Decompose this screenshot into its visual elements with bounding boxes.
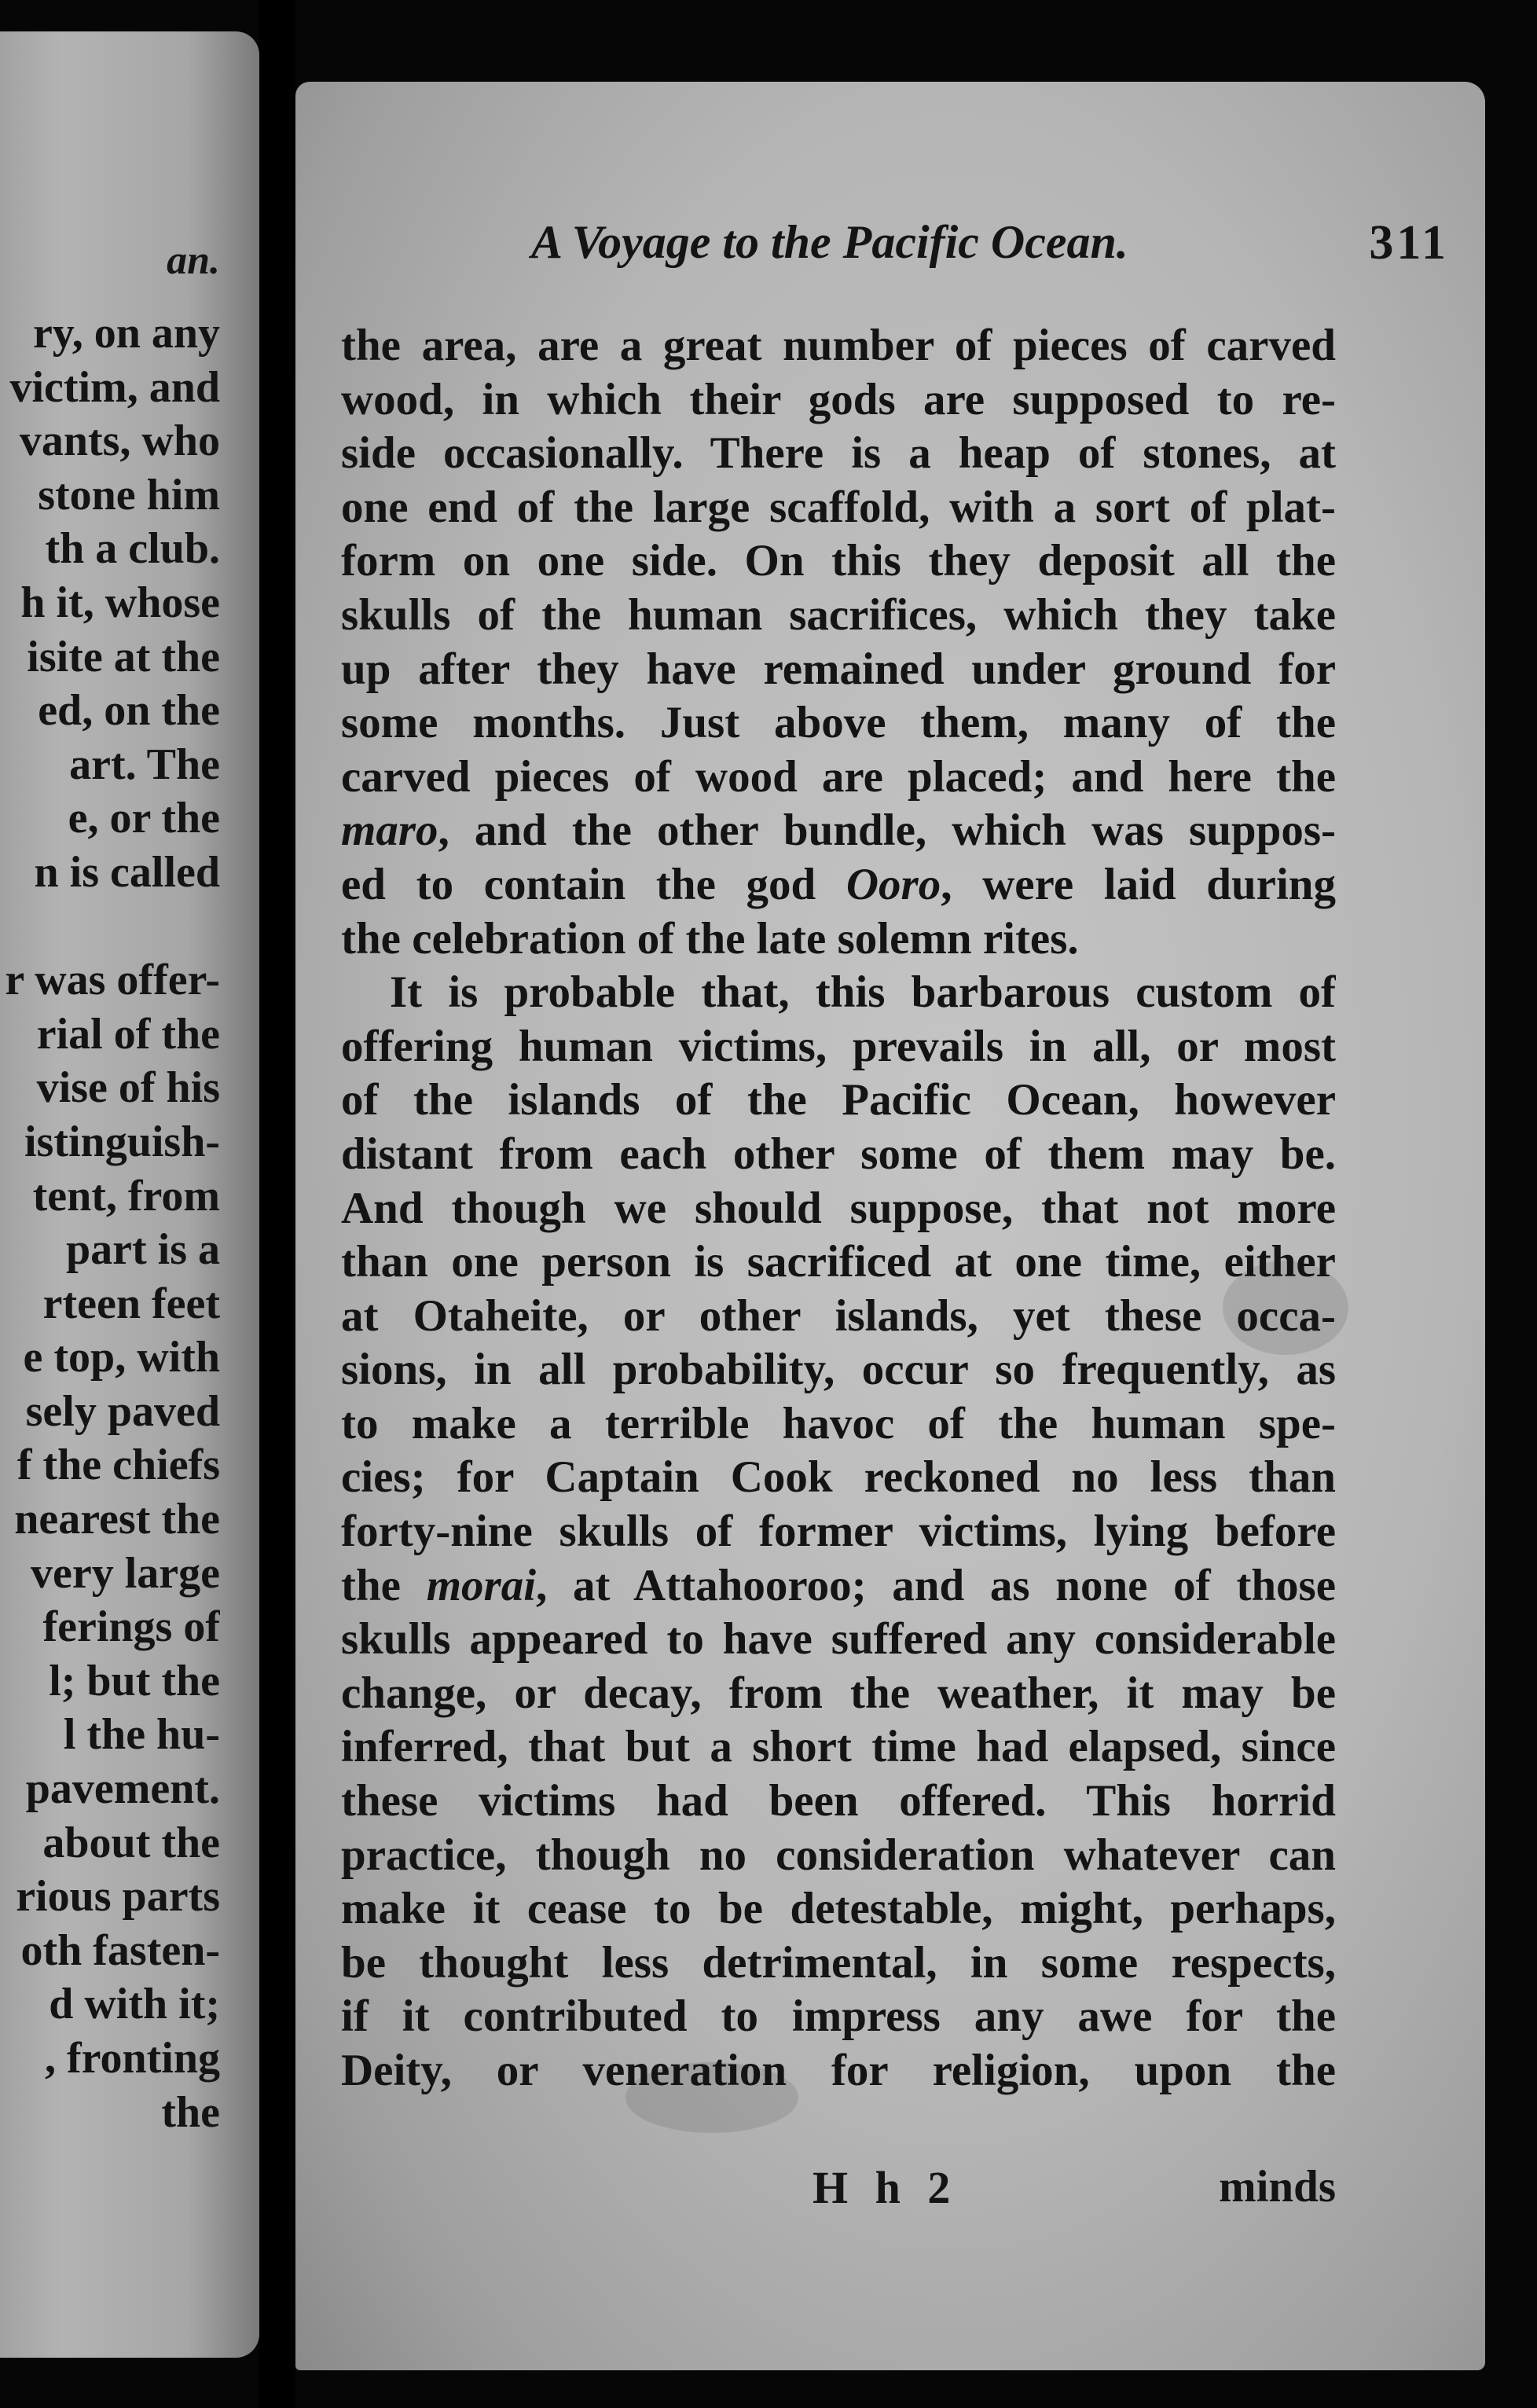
left-running-head-fragment: an. xyxy=(167,238,220,283)
left-text-line: vants, who xyxy=(19,417,220,466)
left-text-line: very large xyxy=(31,1548,220,1598)
text-line: these victims had been offered. This horrid xyxy=(341,1776,1336,1826)
text-line: sions, in all probability, occur so frequently, as xyxy=(341,1345,1336,1395)
text-line: change, or decay, from the weather, it may be xyxy=(341,1668,1336,1718)
text-line: It is probable that, this barbarous custom of xyxy=(390,967,1336,1018)
left-text-line: about the xyxy=(42,1818,220,1867)
left-text-line: th a club. xyxy=(45,524,220,574)
text-line: carved pieces of wood are placed; and here the xyxy=(341,751,1336,802)
text-line: inferred, that but a short time had elapsed, since xyxy=(341,1722,1336,1772)
left-text-line: l; but the xyxy=(49,1656,220,1705)
left-text-line: art. The xyxy=(69,740,220,789)
left-text-line: n is called xyxy=(34,847,220,897)
left-text-line: nearest the xyxy=(14,1495,220,1544)
left-text-line: isite at the xyxy=(27,632,220,681)
text-line: practice, though no consideration whatever can xyxy=(341,1830,1336,1880)
left-text-line: part is a xyxy=(66,1225,220,1275)
left-text-line: d with it; xyxy=(49,1980,220,2029)
text-line: wood, in which their gods are supposed to re- xyxy=(341,374,1336,424)
text-line: side occasionally. There is a heap of stones, at xyxy=(341,428,1336,479)
text-line: cies; for Captain Cook reckoned no less than xyxy=(341,1452,1336,1503)
text-line: And though we should suppose, that not more xyxy=(341,1183,1336,1233)
right-page xyxy=(295,82,1485,2370)
text-line: make it cease to be detestable, might, perhaps, xyxy=(341,1884,1336,1934)
text-line: up after they have remained under ground for xyxy=(341,644,1336,694)
left-text-line: e top, with xyxy=(23,1333,220,1382)
left-text-line: oth fasten- xyxy=(20,1925,220,1975)
left-text-line: sely paved xyxy=(25,1386,220,1436)
text-line: distant from each other some of them may be. xyxy=(341,1129,1336,1179)
catchword: minds xyxy=(1219,2162,1336,2212)
text-line: the morai, at Attahooroo; and as none of those xyxy=(341,1560,1336,1610)
left-text-line: victim, and xyxy=(9,362,220,412)
left-text-line: stone him xyxy=(38,470,220,519)
left-text-line xyxy=(0,900,220,954)
left-text-line: ferings of xyxy=(42,1602,220,1652)
text-line: than one person is sacrificed at one time, either xyxy=(341,1237,1336,1287)
left-text-line: the xyxy=(161,2087,220,2137)
left-text-line: tent, from xyxy=(32,1171,220,1221)
text-line: be thought less detrimental, in some respects, xyxy=(341,1937,1336,1988)
page-number: 311 xyxy=(1369,216,1449,270)
body-text xyxy=(341,319,1336,2098)
text-line: the celebration of the late solemn rites. xyxy=(341,913,1079,964)
text-line: Deity, or veneration for religion, upon the xyxy=(341,2046,1336,2095)
left-text-line: f the chiefs xyxy=(17,1441,220,1490)
text-line: ed to contain the god Ooro, were laid during xyxy=(341,859,1336,909)
left-text-line: ry, on any xyxy=(32,309,220,358)
left-text-line: vise of his xyxy=(36,1063,220,1113)
text-line: if it contributed to impress any awe for the xyxy=(341,1991,1336,2042)
left-text-line: istinguish- xyxy=(24,1117,220,1166)
left-text-line: pavement. xyxy=(25,1764,220,1814)
left-text-line: l the hu- xyxy=(63,1710,220,1760)
left-text-line: ed, on the xyxy=(38,686,220,736)
text-line: one end of the large scaffold, with a sort of plat- xyxy=(341,482,1336,532)
signature-mark: H h 2 xyxy=(813,2162,959,2213)
text-line: maro, and the other bundle, which was suppos- xyxy=(341,806,1336,856)
left-page-fragment xyxy=(0,31,259,2358)
text-line: the area, are a great number of pieces of carved xyxy=(341,321,1336,370)
text-line: offering human victims, prevails in all, or most xyxy=(341,1021,1336,1071)
left-text-line: , fronting xyxy=(45,2034,220,2083)
text-line: forty-nine skulls of former victims, lying before xyxy=(341,1507,1336,1557)
text-line: form on one side. On this they deposit all the xyxy=(341,536,1336,586)
page-footer xyxy=(341,2161,1336,2216)
left-text-line: h it, whose xyxy=(20,578,220,627)
left-text-line: rious parts xyxy=(16,1872,220,1922)
left-page-inner xyxy=(0,31,220,2358)
text-line: at Otaheite, or other islands, yet these occa- xyxy=(341,1290,1336,1341)
left-text-line: rial of the xyxy=(36,1009,220,1059)
running-head xyxy=(295,215,1485,278)
left-text-line: r was offer- xyxy=(5,956,220,1005)
text-line: skulls of the human sacrifices, which they take xyxy=(341,589,1336,640)
left-text-fragments xyxy=(0,307,220,2139)
text-line: of the islands of the Pacific Ocean, however xyxy=(341,1075,1336,1125)
text-line: some months. Just above them, many of the xyxy=(341,698,1336,748)
text-line: to make a terrible havoc of the human spe- xyxy=(341,1398,1336,1448)
left-text-line: e, or the xyxy=(68,794,220,843)
book-gutter xyxy=(259,0,295,2408)
left-text-line: rteen feet xyxy=(42,1279,220,1328)
running-head-title: A Voyage to the Pacific Ocean. xyxy=(531,216,1128,268)
text-line: skulls appeared to have suffered any considerable xyxy=(341,1614,1336,1665)
